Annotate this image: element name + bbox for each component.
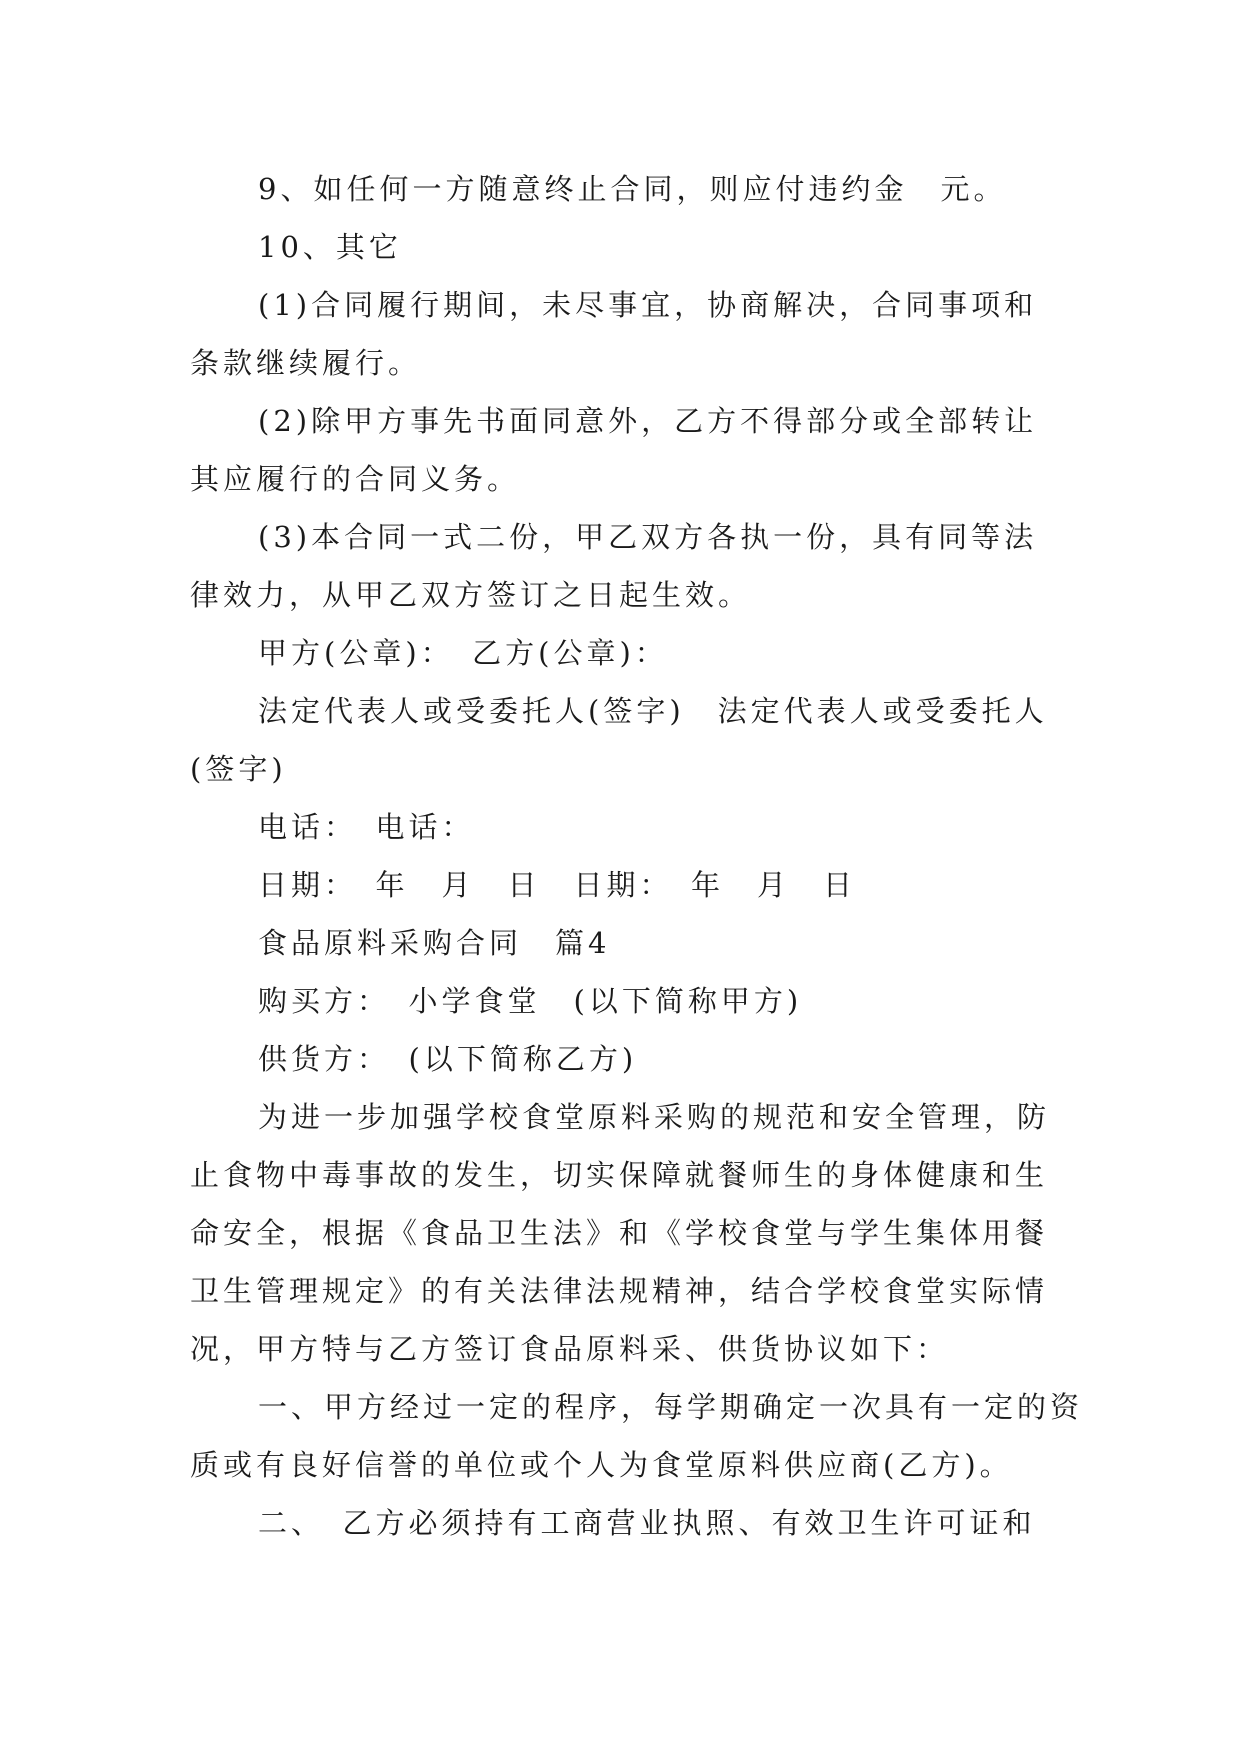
- clause-10-item-3: (3)本合同一式二份，甲乙双方各执一份，具有同等法律效力，从甲乙双方签订之日起生效。: [190, 520, 1038, 612]
- clause-10-item-1: (1)合同履行期间，未尽事宜，协商解决，合同事项和条款继续履行。: [190, 288, 1038, 380]
- section-title: 食品原料采购合同 篇4: [258, 926, 611, 960]
- clause-10-item-2: (2)除甲方事先书面同意外，乙方不得部分或全部转让其应履行的合同义务。: [190, 404, 1038, 496]
- signature-line: 法定代表人或受委托人(签字) 法定代表人或受委托人(签字): [190, 694, 1048, 786]
- phone-line: 电话： 电话：: [258, 810, 475, 844]
- document-body: [190, 160, 1084, 1552]
- date-line: 日期： 年 月 日 日期： 年 月 日: [258, 868, 857, 902]
- seal-line: 甲方(公章)： 乙方(公章)：: [258, 636, 668, 670]
- preamble-paragraph: 为进一步加强学校食堂原料采购的规范和安全管理，防止食物中毒事故的发生，切实保障就餐师生的身体健康和生命安全，根据《食品卫生法》和《学校食堂与学生集体用餐卫生管理规定》的有关法律法规精神，结合学校食堂实际情况，甲方特与乙方签订食品原料采、供货协议如下：: [190, 1100, 1051, 1366]
- buyer-line: 购买方： 小学食堂 (以下简称甲方): [258, 984, 803, 1018]
- supplier-line: 供货方： (以下简称乙方): [258, 1042, 638, 1076]
- clause-10-heading: 10、其它: [258, 230, 402, 264]
- article-2: 二、 乙方必须持有工商营业执照、有效卫生许可证和: [258, 1506, 1036, 1540]
- article-1: 一、甲方经过一定的程序，每学期确定一次具有一定的资质或有良好信誉的单位或个人为食堂原料供应商(乙方)。: [190, 1390, 1084, 1482]
- clause-9: 9、如任何一方随意终止合同，则应付违约金 元。: [258, 172, 1007, 206]
